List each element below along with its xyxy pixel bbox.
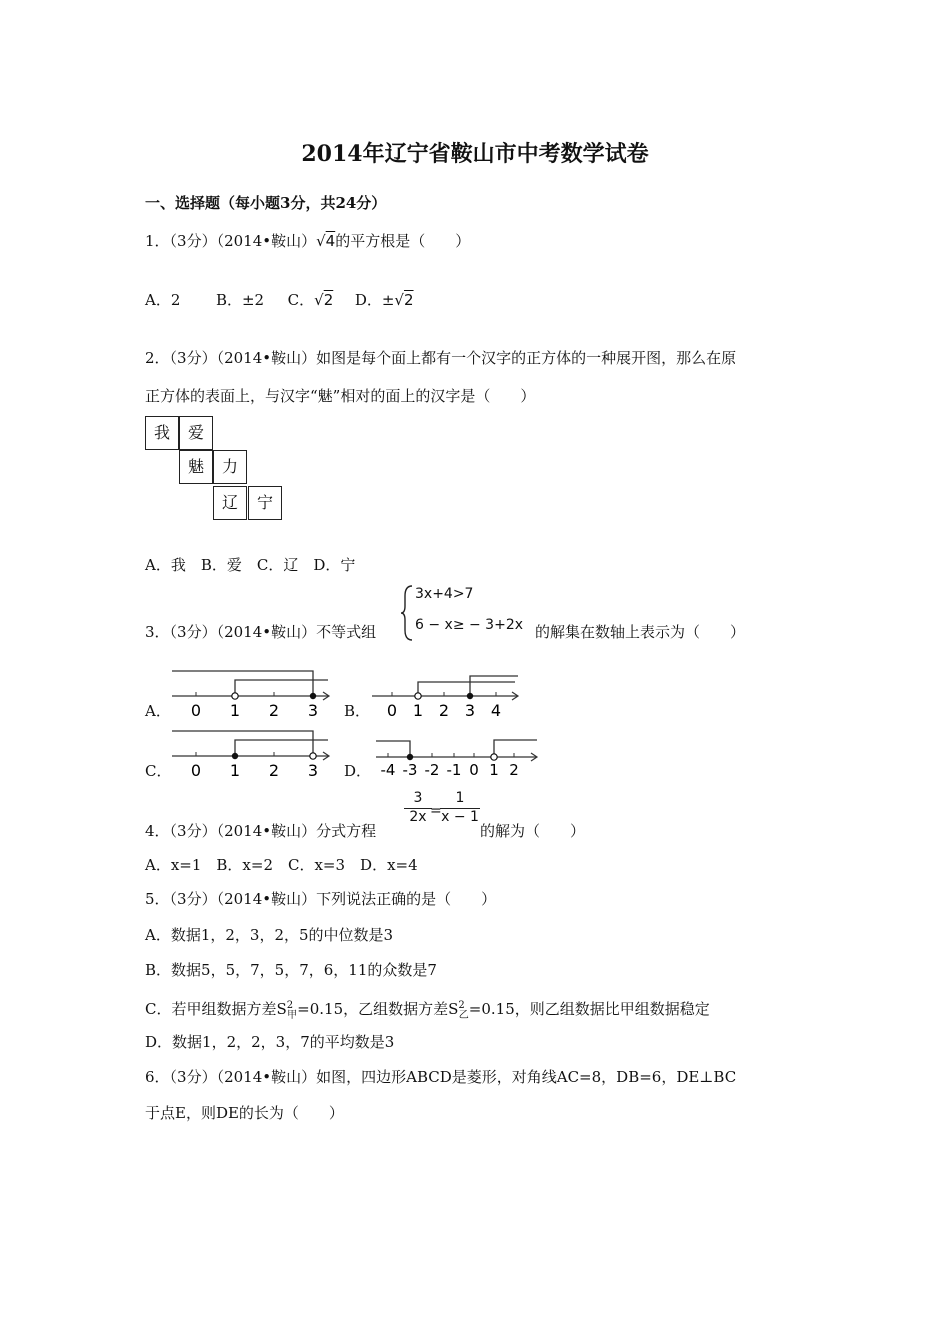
- tick-c-2: 2: [268, 761, 280, 780]
- q3-inequality-1: 3x+4>7: [415, 586, 474, 602]
- q4-prefix: 4．（3分）（2014•鞍山）分式方程: [145, 822, 377, 840]
- tick-b-4: 4: [490, 701, 502, 720]
- q6-line2: 于点E，则DE的长为（ ）: [145, 1104, 344, 1122]
- q2-line1: 2．（3分）（2014•鞍山）如图是每个面上都有一个汉字的正方体的一种展开图，那么在原: [145, 349, 737, 367]
- open-circle-1: [491, 754, 497, 760]
- solid-circle-3: [310, 693, 316, 699]
- q5-option-a: A．数据1，2，3，2，5的中位数是3: [145, 926, 394, 944]
- tick-d-3: -1: [446, 761, 462, 779]
- tick-b-1: 1: [412, 701, 424, 720]
- q5-option-c: C．若甲组数据方差$S^2_甲=0.15$，乙组数据方差$S^2_乙=0.15$，则乙组数据比甲组数据稳定: [145, 1000, 710, 1021]
- q3-label-b: B．: [344, 702, 371, 720]
- section-heading: 一、选择题（每小题3分，共24分）: [145, 194, 387, 212]
- tick-a-2: 2: [268, 701, 280, 720]
- q4-equals: =: [430, 803, 442, 819]
- q2-options: A．我 B．爱 C．辽 D．宁: [145, 556, 356, 574]
- q1-option-b: B．±2: [215, 291, 265, 309]
- q1-radicand: 4: [325, 232, 336, 250]
- net-cell-wo: 我: [145, 416, 179, 450]
- tick-b-3: 3: [464, 701, 476, 720]
- net-cell-ai: 爱: [179, 416, 213, 450]
- q5-option-b: B．数据5，5，7，5，7，6，11的众数是7: [145, 961, 437, 979]
- q4-fraction-2: [440, 790, 480, 825]
- number-line-a: [170, 668, 335, 720]
- tick-d-5: 1: [489, 761, 499, 779]
- tick-a-1: 1: [229, 701, 241, 720]
- q4-num1: 3: [413, 790, 423, 806]
- open-circle-1: [415, 693, 421, 699]
- page-title: 2014年辽宁省鞍山市中考数学试卷: [301, 141, 649, 167]
- tick-d-0: -4: [380, 761, 396, 779]
- number-line-c: [170, 728, 335, 780]
- q3-label-c: C．: [145, 762, 172, 780]
- q4-options: A．x=1 B．x=2 C．x=3 D．x=4: [145, 856, 418, 874]
- tick-d-1: -3: [402, 761, 418, 779]
- brace-shape: [401, 586, 412, 640]
- tick-c-3: 3: [307, 761, 319, 780]
- q1-options: [145, 290, 414, 310]
- q3-label-d: D．: [344, 762, 372, 780]
- number-line-d: [374, 733, 539, 780]
- open-circle-1: [232, 693, 238, 699]
- q5-stem: 5．（3分）（2014•鞍山）下列说法正确的是（ ）: [145, 890, 497, 908]
- net-cell-mei: 魅: [179, 450, 213, 484]
- tick-b-2: 2: [438, 701, 450, 720]
- tick-a-3: 3: [307, 701, 319, 720]
- tick-d-4: 0: [469, 761, 479, 779]
- tick-a-0: 0: [190, 701, 202, 720]
- q1-option-c: C．√2: [287, 291, 334, 309]
- q2-line2: 正方体的表面上，与汉字“魅”相对的面上的汉字是（ ）: [145, 387, 536, 405]
- q3-prefix: 3．（3分）（2014•鞍山）不等式组: [145, 623, 377, 641]
- q4-num2: 1: [455, 790, 465, 806]
- tick-c-1: 1: [229, 761, 241, 780]
- solid-circle-neg3: [407, 754, 413, 760]
- q1-suffix: 的平方根是（ ）: [335, 232, 471, 250]
- q3-label-a: A．: [145, 702, 171, 720]
- q4-den2: x − 1: [441, 809, 479, 825]
- tick-d-6: 2: [509, 761, 519, 779]
- net-cell-ning: 宁: [248, 486, 282, 520]
- number-line-b: [370, 672, 522, 720]
- open-circle-3: [310, 753, 316, 759]
- net-cell-liao: 辽: [213, 486, 247, 520]
- net-cell-li: 力: [213, 450, 247, 484]
- sqrt-sign: √: [316, 232, 326, 250]
- tick-d-2: -2: [424, 761, 440, 779]
- q3-suffix: 的解集在数轴上表示为（ ）: [535, 623, 746, 641]
- q1-option-a: A．2: [145, 291, 181, 309]
- solid-circle-1: [232, 753, 238, 759]
- q4-fraction-1: [404, 790, 432, 825]
- q6-line1: 6．（3分）（2014•鞍山）如图，四边形ABCD是菱形，对角线AC=8，DB=6，DE⊥BC: [145, 1068, 737, 1086]
- q4-den1: 2x: [404, 808, 432, 825]
- q5-option-d: D．数据1，2，2，3，7的平均数是3: [145, 1033, 395, 1051]
- q3-inequality-2: 6 − x≥ − 3+2x: [415, 617, 524, 633]
- q1-prefix: 1．（3分）（2014•鞍山）: [145, 232, 317, 250]
- q4-suffix: 的解为（ ）: [480, 822, 586, 840]
- q1-option-d: D．±√2: [354, 291, 414, 309]
- tick-b-0: 0: [386, 701, 398, 720]
- tick-c-0: 0: [190, 761, 202, 780]
- question-1: [145, 231, 470, 251]
- solid-circle-3: [467, 693, 473, 699]
